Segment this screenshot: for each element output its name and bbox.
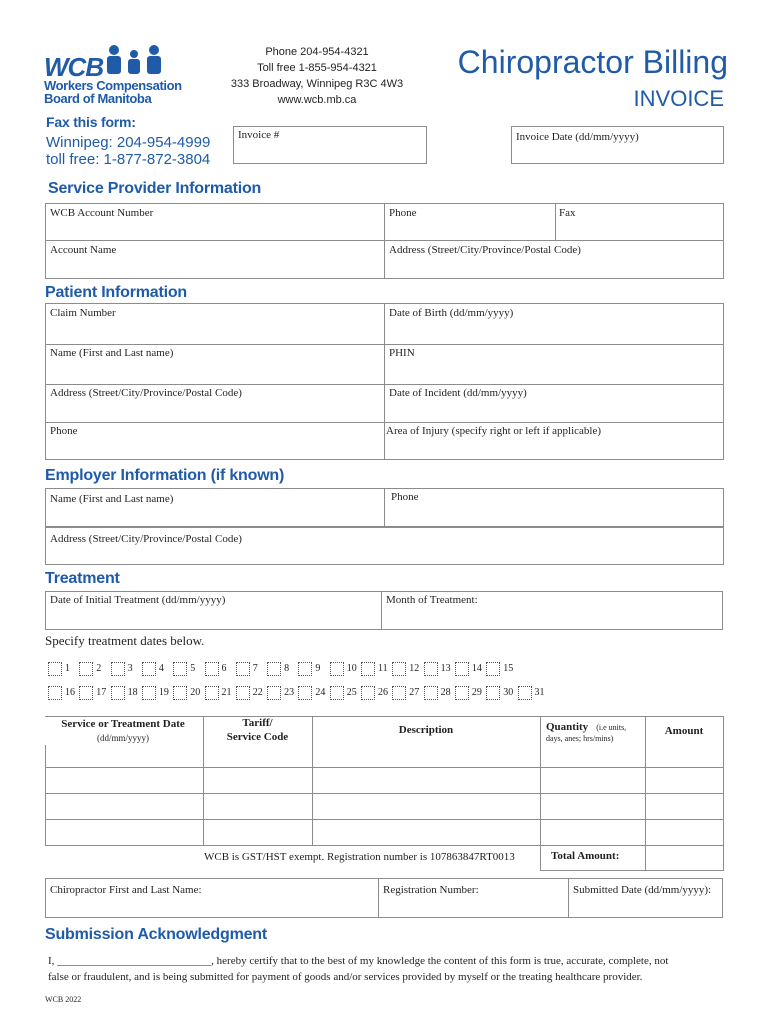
day-checkbox-4[interactable]	[142, 662, 156, 676]
logo-text: WCB	[44, 52, 104, 82]
patient-address-field[interactable]: Address (Street/City/Province/Postal Code)	[50, 387, 242, 399]
initial-treatment-field[interactable]	[45, 591, 382, 630]
month-of-treatment-label: Month of Treatment:	[386, 594, 478, 606]
employer-phone-label: Phone	[391, 491, 419, 503]
chiropractor-name-field[interactable]	[45, 878, 379, 918]
day-label-12: 12	[409, 663, 420, 674]
fax-winnipeg: Winnipeg: 204-954-4999	[46, 134, 211, 151]
invoice-date-field[interactable]	[511, 126, 724, 164]
day-label-5: 5	[190, 663, 196, 674]
day-checkbox-23[interactable]	[267, 686, 281, 700]
wcb-account-number-field[interactable]: WCB Account Number	[50, 207, 154, 219]
employer-phone-field[interactable]	[384, 488, 724, 527]
total-amount-field[interactable]	[646, 846, 723, 870]
day-label-21: 21	[221, 687, 232, 698]
col-service-date: Service or Treatment Date	[61, 718, 185, 730]
registration-number-field[interactable]	[378, 878, 569, 918]
form-subtitle: INVOICE	[633, 86, 724, 111]
day-label-14: 14	[471, 663, 482, 674]
day-checkbox-22[interactable]	[236, 686, 250, 700]
day-label-19: 19	[158, 687, 169, 698]
day-checkbox-16[interactable]	[48, 686, 62, 700]
col-quantity	[546, 717, 626, 735]
day-checkbox-1[interactable]	[48, 662, 62, 676]
day-label-6: 6	[221, 663, 227, 674]
incident-date-field[interactable]: Date of Incident (dd/mm/yyyy)	[389, 387, 527, 399]
ack-line1: I, ____________________________, hereby certify that to the best of my knowledge the content of this form is true, accurate, complete, not	[48, 955, 669, 967]
day-label-24: 24	[315, 687, 326, 698]
col-quantity-note: (i.e units,	[596, 723, 627, 732]
total-amount-label: Total Amount:	[551, 850, 620, 862]
day-checkbox-3[interactable]	[111, 662, 125, 676]
day-label-17: 17	[96, 687, 107, 698]
ack-heading: Submission Acknowledgment	[45, 926, 267, 943]
day-label-1: 1	[65, 663, 70, 674]
day-checkbox-13[interactable]	[424, 662, 438, 676]
day-checkbox-5[interactable]	[173, 662, 187, 676]
day-label-7: 7	[252, 663, 258, 674]
chiropractor-name-label: Chiropractor First and Last Name:	[50, 884, 202, 896]
day-checkbox-6[interactable]	[205, 662, 219, 676]
day-checkbox-17[interactable]	[79, 686, 93, 700]
day-checkbox-31[interactable]	[518, 686, 532, 700]
employer-name-label: Name (First and Last name)	[50, 493, 174, 505]
day-checkbox-30[interactable]	[486, 686, 500, 700]
day-label-26: 26	[378, 687, 388, 698]
day-label-28: 28	[440, 687, 451, 698]
people-logo-icon	[102, 44, 172, 76]
day-label-16: 16	[65, 687, 75, 698]
day-checkbox-25[interactable]	[330, 686, 344, 700]
wcb-logo	[44, 44, 204, 106]
day-checkbox-29[interactable]	[455, 686, 469, 700]
day-label-22: 22	[252, 687, 263, 698]
invoice-number-field[interactable]	[233, 126, 427, 164]
employer-address-label: Address (Street/City/Province/Postal Code)	[50, 533, 242, 545]
day-checkbox-12[interactable]	[392, 662, 406, 676]
invoice-date-label: Invoice Date (dd/mm/yyyy)	[516, 131, 639, 143]
org-phone: Phone 204-954-4321	[265, 46, 369, 58]
provider-heading: Service Provider Information	[48, 180, 262, 197]
day-checkbox-10[interactable]	[330, 662, 344, 676]
patient-name-field[interactable]: Name (First and Last name)	[50, 347, 174, 359]
provider-phone-field[interactable]: Phone	[389, 207, 417, 219]
day-checkbox-15[interactable]	[486, 662, 500, 676]
org-tollfree: Toll free 1-855-954-4321	[257, 62, 377, 74]
col-service-date-format: (dd/mm/yyyy)	[97, 733, 149, 743]
day-checkbox-8[interactable]	[267, 662, 281, 676]
day-checkbox-11[interactable]	[361, 662, 375, 676]
day-checkbox-24[interactable]	[298, 686, 312, 700]
day-label-20: 20	[190, 687, 201, 698]
submitted-date-label: Submitted Date (dd/mm/yyyy):	[573, 884, 712, 896]
registration-number-label: Registration Number:	[383, 884, 479, 896]
day-label-4: 4	[158, 663, 164, 674]
col-quantity-label: Quantity	[546, 721, 589, 733]
employer-heading: Employer Information (if known)	[45, 467, 285, 484]
fax-tollfree: toll free: 1-877-872-3804	[46, 151, 211, 168]
employer-address-field[interactable]	[45, 527, 724, 565]
day-label-9: 9	[315, 663, 321, 674]
month-of-treatment-field[interactable]	[381, 591, 723, 630]
day-checkbox-14[interactable]	[455, 662, 469, 676]
day-label-18: 18	[127, 687, 138, 698]
day-checkbox-26[interactable]	[361, 686, 375, 700]
day-label-27: 27	[409, 687, 420, 698]
day-label-29: 29	[471, 687, 482, 698]
employer-name-field[interactable]	[45, 488, 385, 527]
day-label-30: 30	[503, 687, 514, 698]
provider-address-field[interactable]: Address (Street/City/Province/Postal Code)	[389, 244, 581, 256]
org-name-line1: Workers Compensation	[44, 78, 182, 93]
day-checkbox-9[interactable]	[298, 662, 312, 676]
invoice-number-label: Invoice #	[238, 129, 280, 141]
day-label-25: 25	[346, 687, 357, 698]
day-checkbox-7[interactable]	[236, 662, 250, 676]
area-of-injury-field[interactable]: Area of Injury (specify right or left if applicable)	[386, 425, 602, 437]
contact-block	[222, 44, 412, 108]
day-checkbox-18[interactable]	[111, 686, 125, 700]
col-quantity-units: days, anes; hrs/mins)	[546, 734, 614, 743]
day-label-3: 3	[127, 663, 133, 674]
patient-dob-field[interactable]: Date of Birth (dd/mm/yyyy)	[389, 307, 514, 319]
day-label-31: 31	[534, 687, 545, 698]
specify-dates-label: Specify treatment dates below.	[45, 633, 205, 648]
day-checkbox-19[interactable]	[142, 686, 156, 700]
org-name-line2: Board of Manitoba	[44, 91, 152, 106]
ack-line2: false or fraudulent, and is being submitted for payment of goods and/or services provided by myself or the treating healthcare provider.	[48, 971, 643, 983]
claim-number-field[interactable]: Claim Number	[50, 307, 116, 319]
col-tariff: Tariff/	[242, 717, 273, 729]
patient-phone-field[interactable]: Phone	[50, 425, 78, 437]
form-title: Chiropractor Billing	[457, 44, 728, 80]
org-website[interactable]: www.wcb.mb.ca	[277, 94, 357, 106]
gst-exempt-note: WCB is GST/HST exempt. Registration number is 107863847RT0013	[204, 851, 515, 863]
submitted-date-field[interactable]	[568, 878, 723, 918]
col-amount: Amount	[664, 725, 704, 737]
col-service-code: Service Code	[226, 731, 289, 743]
fax-heading: Fax this form:	[46, 114, 136, 130]
day-checkbox-20[interactable]	[173, 686, 187, 700]
patient-heading: Patient Information	[45, 284, 187, 301]
day-label-2: 2	[96, 663, 102, 674]
account-name-field[interactable]: Account Name	[50, 244, 117, 256]
initial-treatment-label: Date of Initial Treatment (dd/mm/yyyy)	[50, 594, 226, 606]
day-checkbox-21[interactable]	[205, 686, 219, 700]
day-label-8: 8	[284, 663, 290, 674]
org-address: 333 Broadway, Winnipeg R3C 4W3	[230, 78, 404, 90]
day-label-10: 10	[346, 663, 357, 674]
form-footer: WCB 2022	[45, 995, 82, 1004]
provider-fax-field[interactable]: Fax	[559, 207, 576, 219]
patient-phin-field[interactable]: PHIN	[389, 347, 415, 359]
day-checkbox-27[interactable]	[392, 686, 406, 700]
day-label-15: 15	[503, 663, 514, 674]
day-label-23: 23	[284, 687, 295, 698]
day-checkbox-28[interactable]	[424, 686, 438, 700]
col-description: Description	[398, 724, 454, 736]
day-checkbox-2[interactable]	[79, 662, 93, 676]
day-label-11: 11	[378, 663, 388, 674]
treatment-heading: Treatment	[45, 570, 120, 587]
day-label-13: 13	[440, 663, 451, 674]
